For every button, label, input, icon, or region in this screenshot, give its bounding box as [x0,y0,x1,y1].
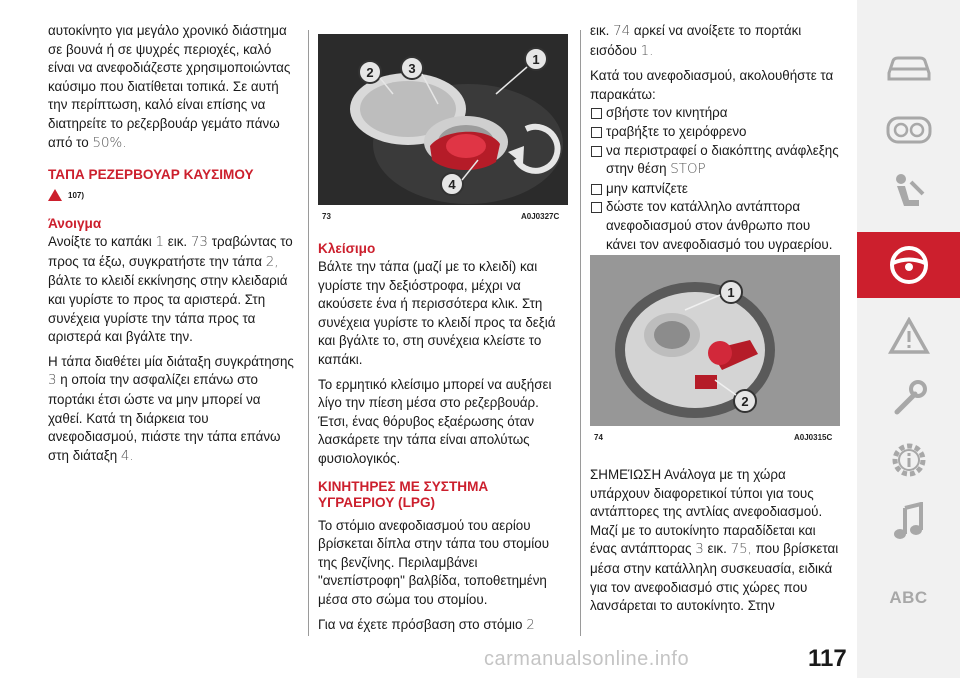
lpg-paragraph-1: Το στόμιο ανεφοδιασμού του αερίου βρίσκεται δίπλα στην τάπα του στομίου της βενζίνης. Περιλαμβάνει "ανεπίστροφη" βαλβίδα, τοποθετημένη μέσα στο σώμα του στομίου. [318,517,550,607]
warning-reference: 107) [48,189,298,201]
checkbox-bullet-icon [591,202,602,213]
airbag-seat-icon [889,172,929,212]
figure-code: A0J0327C [521,212,560,221]
sidebar-item-warnings[interactable] [857,306,960,366]
dashboard-icon [885,115,933,145]
warning-triangle-icon [888,317,930,355]
intro-paragraph: αυτοκίνητο για μεγάλο χρονικό διάστημα σε βουνά ή σε ψυχρές περιοχές, καλό είναι να ανεφοδιάζεστε χρησιμοποιώντας καύσιμο που διατίθεται τοπικά. Σε αυτή την περίπτωση, καλό είναι επίσης να διατηρείτε το ρεζερβουάρ γεμάτο πάνω από το 50%. [48,23,291,151]
lpg-heading: ΚΙΝΗΤΗΡΕΣ ΜΕ ΣΥΣΤΗΜΑ ΥΓΡΑΕΡΙΟΥ (LPG) [318,478,489,510]
section-heading: ΤΑΠΑ ΡΕΖΕΡΒΟΥΑΡ ΚΑΥΣΙΜΟΥ [48,167,254,183]
list-item: να περιστραφεί ο διακόπτης ανάφλεξης στην θέση STOP [590,142,840,180]
car-icon [885,53,933,83]
warning-triangle-icon [48,189,62,201]
note-paragraph: ΣΗΜΕΊΩΣΗ Ανάλογα με τη χώρα υπάρχουν διαφορετικοί τύποι για τους αντάπτορες της αντλίας ανεφοδιασμού. Μαζί με το αυτοκίνητο παραδίδεται και ένας αντάπτορας 3 εικ. 75, που βρίσκεται μέσα στην κατάλληλη συσκευασία, ειδικά για τον ανεφοδιασμό στις χώρες που λανσάρεται το αυτοκίνητο. Στην [590,467,839,614]
list-item: δώστε τον κατάλληλο αντάπτορα ανεφοδιασμού στον άνθρωπο που κάνει τον ανεφοδιασμό του υγραερίου. [590,198,840,254]
holder-paragraph: Η τάπα διαθέτει μία διάταξη συγκράτησης 3 η οποία την ασφαλίζει επάνω στο πορτάκι έτσι ώστε να μην μπορεί να χαθεί. Κατά τη διάρκεια του ανεφοδιασμού, πιάστε την τάπα επάνω στη διάταξη 4. [48,353,294,464]
gear-info-icon [888,439,930,481]
steering-wheel-icon [888,244,930,286]
figure-74-lpg-inlet-illustration [590,255,840,426]
figure-label: 1 [727,285,735,300]
closing-paragraph-1: Βάλτε την τάπα (μαζί με το κλειδί) και γυρίστε την δεξιόστροφα, μέχρι να ακούσετε ένα ή περισσότερα κλικ. Στη συνέχεια γυρίστε το κλειδί προς τα δεξιά και βγάλτε το, στη συνέχεια κλείστε το καπάκι. [318,259,556,367]
opening-paragraph: Ανοίξτε το καπάκι 1 εικ. 73 τραβώντας το προς τα έξω, συγκρατήστε την τάπα 2, βάλτε το κλειδί εκκίνησης στην κλειδαριά και γυρίστε το προς τα αριστερά. Στη συνέχεια γυρίστε την τάπα προς τα αριστερά και βγάλτε την. [48,234,293,345]
sidebar-item-driving[interactable] [857,232,960,298]
sidebar-item-car[interactable] [857,38,960,98]
figure-label: 4 [448,177,456,192]
page-number: 117 [808,645,847,672]
sidebar-item-index[interactable] [857,568,960,628]
figure-label: 2 [366,65,374,80]
closing-paragraph-2: Το ερμητικό κλείσιμο μπορεί να αυξήσει λίγο την πίεση μέσα στο ρεζερβουάρ. Έτσι, ένας θόρυβος εξαέρωσης όταν λασκάρετε την τάπα είναι απολύτως φυσιολογικός. [318,376,552,466]
figure-label: 3 [408,61,416,76]
column-divider [308,30,309,636]
closing-title: Κλείσιμο [318,241,376,256]
figure-label: 1 [532,52,540,67]
lpg-paragraph-2: Για να έχετε πρόσβαση στο στόμιο 2 [318,616,535,633]
list-item: μην καπνίζετε [590,180,840,199]
music-note-icon [891,502,927,542]
column-1 [48,22,298,466]
checkbox-bullet-icon [591,184,602,195]
checkbox-bullet-icon [591,127,602,138]
sidebar-item-servicing[interactable] [857,430,960,490]
figure-label: 2 [741,394,749,409]
index-label: ABC [889,588,928,607]
column-2 [318,240,568,635]
procedure-intro: Κατά του ανεφοδιασμού, ακολουθήστε τα παρακάτω: [590,68,834,102]
chapter-sidebar [857,0,960,678]
note-block [590,466,840,616]
column-divider [580,30,581,636]
list-item: τραβήξτε το χειρόφρενο [590,123,840,142]
figure-code: A0J0315C [794,433,833,442]
figure-number: 74 [594,433,603,442]
column-3 [590,22,840,254]
checkbox-bullet-icon [591,146,602,157]
figure-73-fuel-cap-illustration [318,34,568,205]
sidebar-item-dashboard[interactable] [857,100,960,160]
figure-number: 73 [322,212,331,221]
opening-title: Άνοιγμα [48,216,102,232]
sidebar-item-emergency[interactable] [857,368,960,428]
sidebar-item-safety[interactable] [857,162,960,222]
list-item: σβήστε τον κινητήρα [590,104,840,123]
sidebar-item-multimedia[interactable] [857,492,960,552]
checkbox-bullet-icon [591,108,602,119]
access-paragraph: εικ. 74 αρκεί να ανοίξετε το πορτάκι εισόδου 1. [590,23,802,59]
watermark: carmanualsonline.info [484,648,690,670]
wrench-icon [889,378,929,418]
